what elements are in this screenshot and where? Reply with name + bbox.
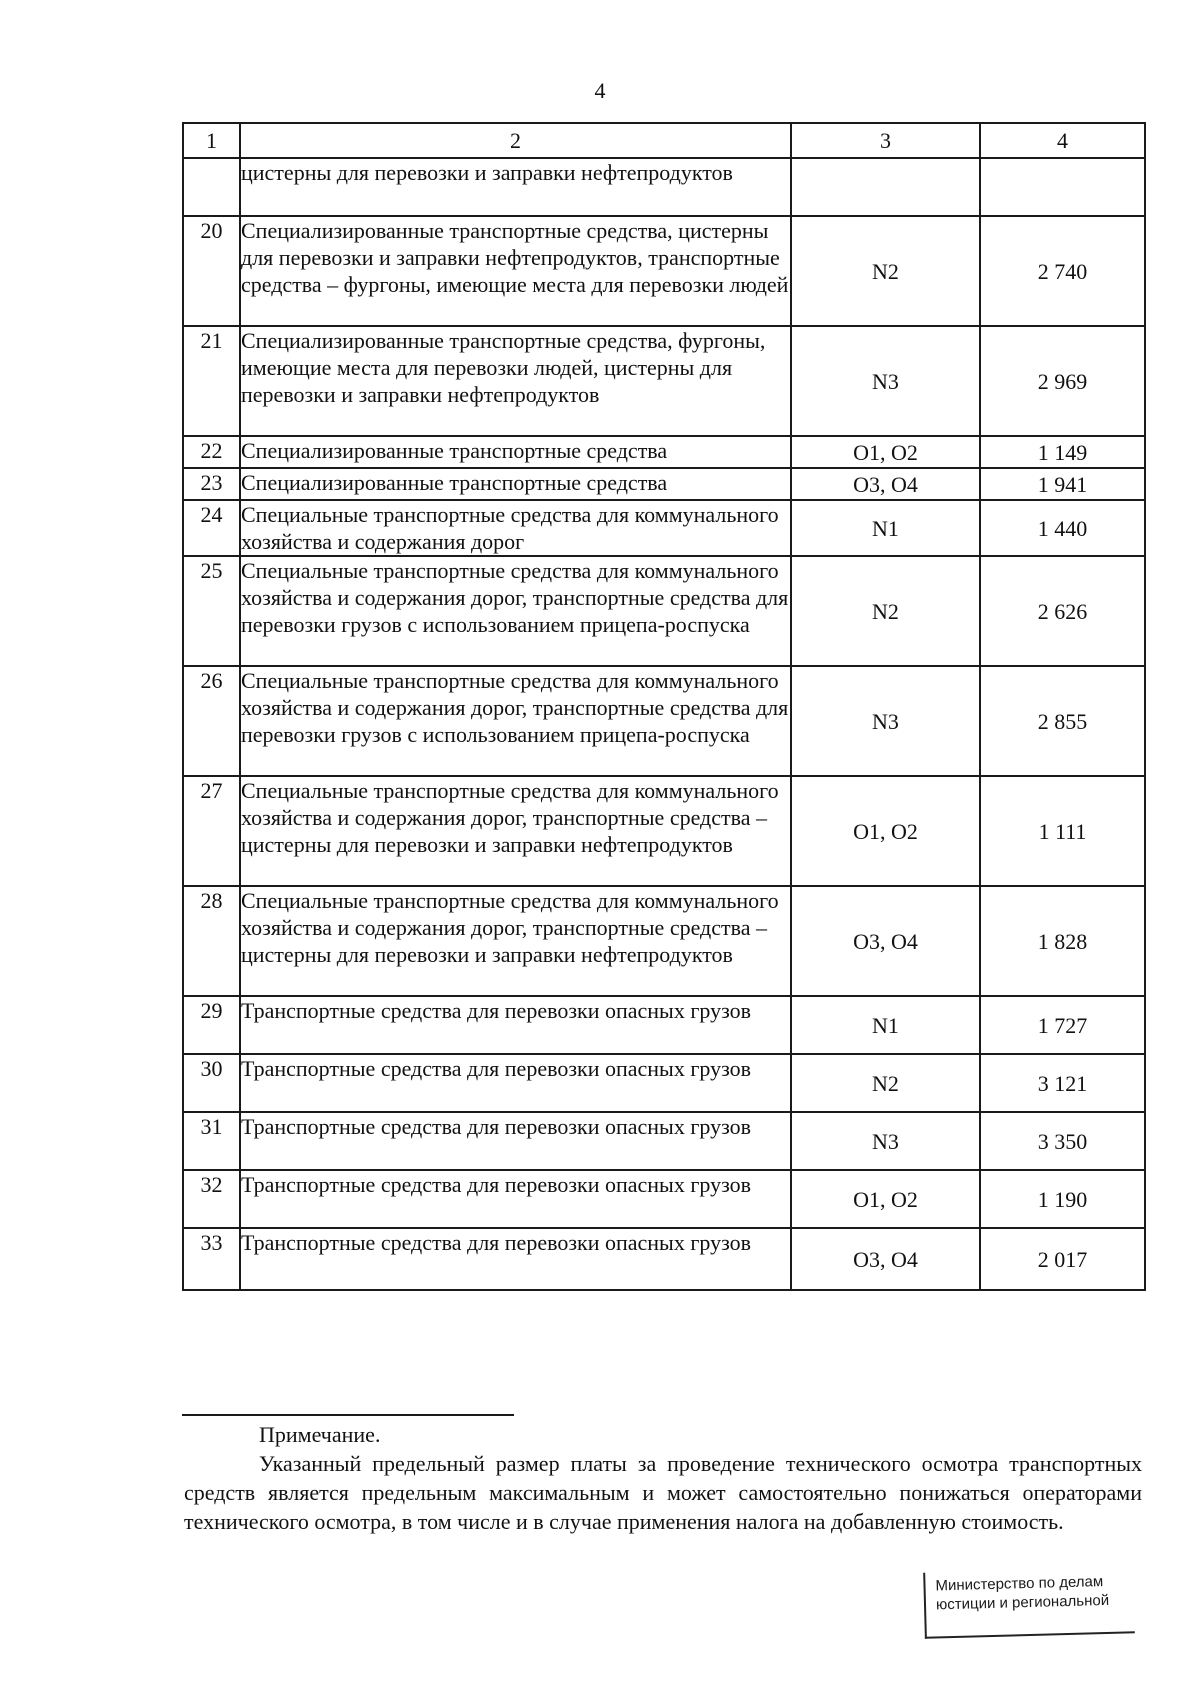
table-row bbox=[183, 1054, 1145, 1112]
table-row bbox=[183, 1112, 1145, 1170]
row-name: Специальные транспортные средства для коммунального хозяйства и содержания дорог, транспортные средства – цистерны для перевозки и заправки нефтепродуктов bbox=[240, 886, 791, 996]
row-price: 2 740 bbox=[980, 216, 1145, 326]
page-number: 4 bbox=[594, 78, 606, 103]
column-header-name: 2 bbox=[240, 123, 791, 158]
row-number: 22 bbox=[183, 436, 240, 468]
stamp-line-1: Министерство по делам bbox=[935, 1573, 1104, 1595]
row-number: 20 bbox=[183, 216, 240, 326]
row-category: O1, O2 bbox=[791, 1170, 980, 1228]
row-number: 31 bbox=[183, 1112, 240, 1170]
table-row bbox=[183, 326, 1145, 436]
row-category: O3, O4 bbox=[791, 468, 980, 500]
row-price: 1 440 bbox=[980, 500, 1145, 556]
row-price: 3 121 bbox=[980, 1054, 1145, 1112]
row-price: 2 626 bbox=[980, 556, 1145, 666]
row-name: Специальные транспортные средства для коммунального хозяйства и содержания дорог bbox=[240, 500, 791, 556]
row-number: 27 bbox=[183, 776, 240, 886]
table-row bbox=[183, 776, 1145, 886]
row-category: O1, O2 bbox=[791, 436, 980, 468]
note-text: Указанный предельный размер платы за проведение технического осмотра транспортных средств является предельным максимальным и может самостоятельно понижаться операторами технического осмотра, в том числе и в случае применения налога на добавленную стоимость. bbox=[184, 1451, 1142, 1534]
row-price: 2 017 bbox=[980, 1228, 1145, 1290]
row-number: 28 bbox=[183, 886, 240, 996]
row-price: 2 969 bbox=[980, 326, 1145, 436]
row-number: 26 bbox=[183, 666, 240, 776]
row-name: Специальные транспортные средства для коммунального хозяйства и содержания дорог, транспортные средства для перевозки грузов с использованием прицепа-роспуска bbox=[240, 666, 791, 776]
row-category: O1, O2 bbox=[791, 776, 980, 886]
footnote-divider bbox=[182, 1414, 514, 1416]
row-category bbox=[791, 158, 980, 216]
row-price: 1 111 bbox=[980, 776, 1145, 886]
row-category: O3, O4 bbox=[791, 1228, 980, 1290]
column-header-number: 1 bbox=[183, 123, 240, 158]
table-row bbox=[183, 666, 1145, 776]
row-price: 3 350 bbox=[980, 1112, 1145, 1170]
row-category: N1 bbox=[791, 500, 980, 556]
row-category: N2 bbox=[791, 1054, 980, 1112]
row-name: Транспортные средства для перевозки опасных грузов bbox=[240, 1054, 791, 1112]
row-category: N1 bbox=[791, 996, 980, 1054]
table-row-continuation bbox=[183, 158, 1145, 216]
row-name: цистерны для перевозки и заправки нефтепродуктов bbox=[240, 158, 791, 216]
table-row bbox=[183, 886, 1145, 996]
row-name: Транспортные средства для перевозки опасных грузов bbox=[240, 996, 791, 1054]
row-category: N3 bbox=[791, 1112, 980, 1170]
row-number: 33 bbox=[183, 1228, 240, 1290]
stamp-line-2: юстиции и региональной bbox=[935, 1591, 1110, 1614]
row-number: 23 bbox=[183, 468, 240, 500]
row-name: Транспортные средства для перевозки опасных грузов bbox=[240, 1112, 791, 1170]
table-row bbox=[183, 500, 1145, 556]
row-price: 1 941 bbox=[980, 468, 1145, 500]
row-number: 25 bbox=[183, 556, 240, 666]
table-row bbox=[183, 1228, 1145, 1290]
row-number bbox=[183, 158, 240, 216]
row-category: N2 bbox=[791, 556, 980, 666]
row-name: Специальные транспортные средства для коммунального хозяйства и содержания дорог, транспортные средства – цистерны для перевозки и заправки нефтепродуктов bbox=[240, 776, 791, 886]
row-name: Специализированные транспортные средства bbox=[240, 436, 791, 468]
row-name: Специальные транспортные средства для коммунального хозяйства и содержания дорог, транспортные средства для перевозки грузов с использованием прицепа-роспуска bbox=[240, 556, 791, 666]
row-price bbox=[980, 158, 1145, 216]
row-number: 30 bbox=[183, 1054, 240, 1112]
column-header-category: 3 bbox=[791, 123, 980, 158]
row-price: 1 149 bbox=[980, 436, 1145, 468]
row-category: O3, O4 bbox=[791, 886, 980, 996]
row-number: 32 bbox=[183, 1170, 240, 1228]
row-name: Специализированные транспортные средства bbox=[240, 468, 791, 500]
row-number: 24 bbox=[183, 500, 240, 556]
row-price: 1 190 bbox=[980, 1170, 1145, 1228]
row-number: 21 bbox=[183, 326, 240, 436]
row-name: Транспортные средства для перевозки опасных грузов bbox=[240, 1228, 791, 1290]
row-number: 29 bbox=[183, 996, 240, 1054]
table-row bbox=[183, 216, 1145, 326]
note-block bbox=[184, 1420, 1142, 1536]
row-category: N3 bbox=[791, 326, 980, 436]
table-row bbox=[183, 556, 1145, 666]
row-name: Транспортные средства для перевозки опасных грузов bbox=[240, 1170, 791, 1228]
ministry-stamp bbox=[923, 1567, 1135, 1638]
table-header-row bbox=[183, 123, 1145, 158]
table-row bbox=[183, 436, 1145, 468]
row-price: 2 855 bbox=[980, 666, 1145, 776]
note-title: Примечание. bbox=[259, 1422, 381, 1447]
table-row bbox=[183, 996, 1145, 1054]
row-name: Специализированные транспортные средства, фургоны, имеющие места для перевозки людей, цистерны для перевозки и заправки нефтепродуктов bbox=[240, 326, 791, 436]
row-category: N2 bbox=[791, 216, 980, 326]
row-name: Специализированные транспортные средства, цистерны для перевозки и заправки нефтепродуктов, транспортные средства – фургоны, имеющие места для перевозки людей bbox=[240, 216, 791, 326]
column-header-price: 4 bbox=[980, 123, 1145, 158]
tariff-table bbox=[182, 122, 1146, 1291]
row-price: 1 828 bbox=[980, 886, 1145, 996]
row-price: 1 727 bbox=[980, 996, 1145, 1054]
row-category: N3 bbox=[791, 666, 980, 776]
table-row bbox=[183, 1170, 1145, 1228]
table-row bbox=[183, 468, 1145, 500]
